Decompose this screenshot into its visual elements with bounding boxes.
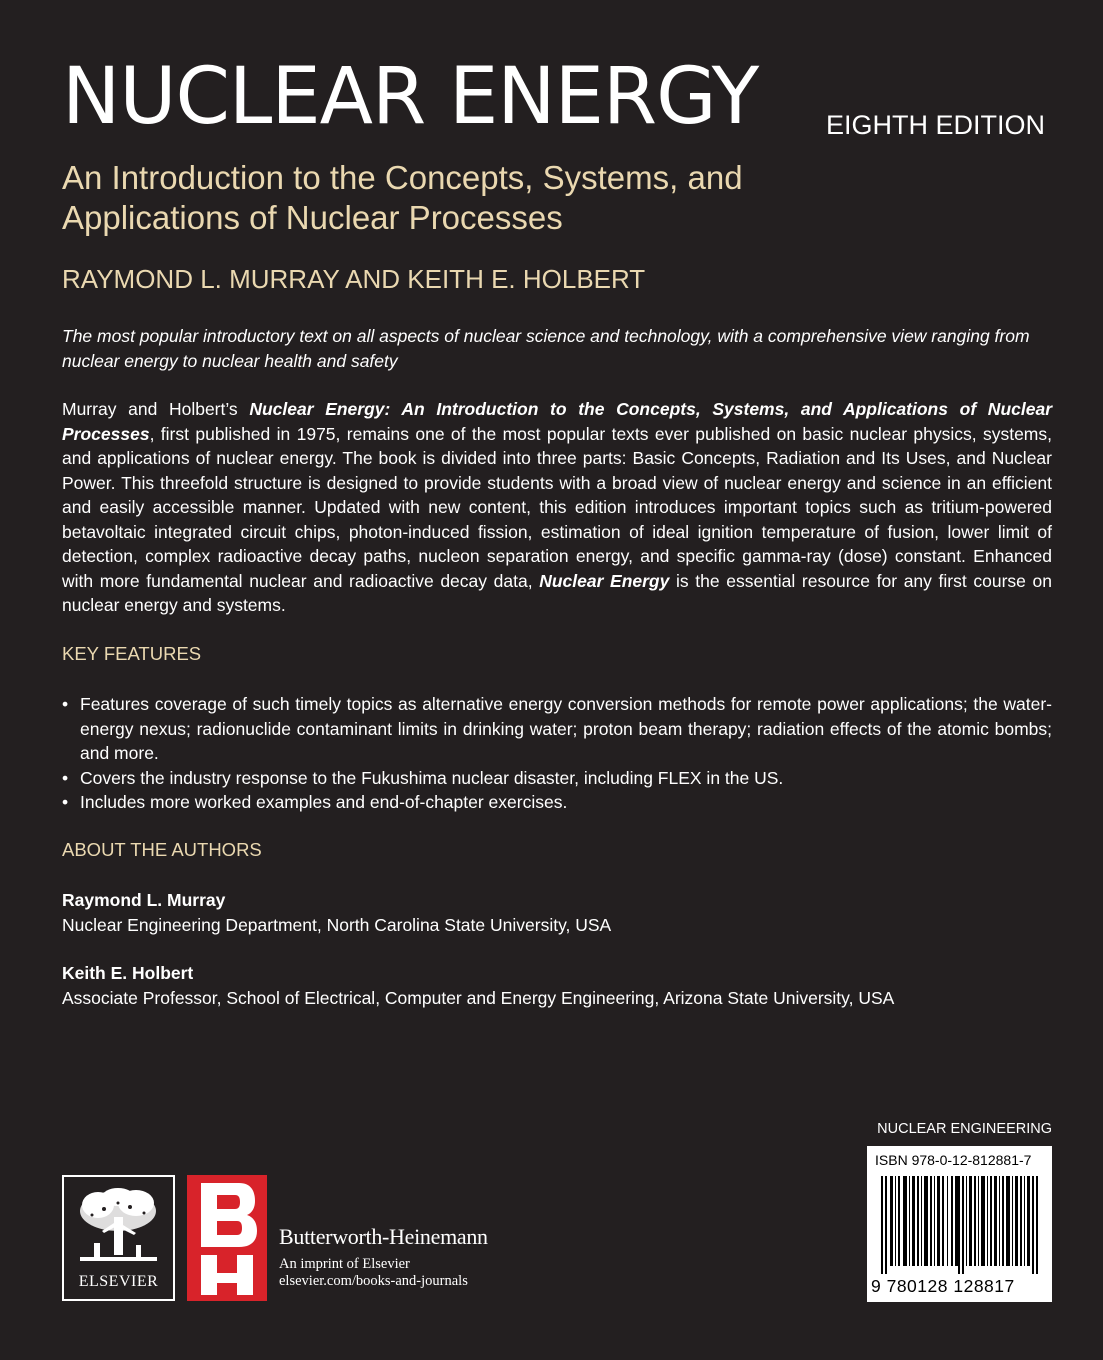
imprint-text: An imprint of Elsevier: [279, 1256, 410, 1272]
description: [62, 397, 1052, 618]
elsevier-wordmark: ELSEVIER: [78, 1273, 159, 1290]
isbn-text: ISBN 978-0-12-812881-7: [875, 1152, 1032, 1168]
author-name: Keith E. Holbert: [62, 963, 194, 983]
key-features-heading: KEY FEATURES: [62, 643, 202, 664]
bullet-icon: •: [62, 767, 69, 788]
feature-text: Features coverage of such timely topics as alternative energy conversion methods for remote power applications; the water-energy nexus; radionuclide contaminant limits in drinking water; proton beam therapy; radiation effects of the atomic bombs; and more.: [80, 694, 1052, 763]
author-name: Raymond L. Murray: [62, 890, 226, 910]
list-item: [62, 766, 1052, 791]
description-text: is the essential resource for any first course on nuclear energy and systems.: [62, 570, 1052, 615]
description-text: Murray and Holbert’s: [62, 399, 250, 419]
subject-category: NUCLEAR ENGINEERING: [877, 1121, 1052, 1137]
authors-line: RAYMOND L. MURRAY AND KEITH E. HOLBERT: [62, 264, 646, 294]
book-subtitle: An Introduction to the Concepts, Systems, and Applications of Nuclear Processes: [62, 159, 743, 236]
key-features-list: [62, 692, 1052, 815]
feature-text: Includes more worked examples and end-of-chapter exercises.: [80, 792, 568, 812]
about-authors-heading: ABOUT THE AUTHORS: [62, 839, 262, 860]
author-bio: [62, 961, 1052, 1010]
edition-label: EIGHTH EDITION: [826, 110, 1046, 140]
author-affiliation: Nuclear Engineering Department, North Carolina State University, USA: [62, 914, 612, 935]
publisher-url: elsevier.com/books-and-journals: [279, 1273, 468, 1289]
bullet-icon: •: [62, 694, 69, 714]
bh-logo: [187, 1175, 267, 1301]
author-affiliation: Associate Professor, School of Electrical, Computer and Energy Engineering, Arizona State University, USA: [62, 987, 895, 1008]
publisher-info: [279, 1224, 488, 1290]
elsevier-tree-icon: [74, 1187, 163, 1269]
description-text: , first published in 1975, remains one of the most popular texts ever published on basic nuclear physics, systems, and applications of nuclear energy. The book is divided into three parts: Basic Concepts, Radiation and Its Uses, and Nuclear Power. This threefold structure is designed to provide students with a broad view of nuclear energy and science in an efficient and easily accessible manner. Updated with new content, this edition introduces important topics such as tritium-powered betavoltaic integrated circuit chips, photon-induced fission, estimation of ideal ignition temperature of fusion, lower limit of detection, complex radioactive decay paths, nucleon separation energy, and specific gamma-ray (dose) constant. Enhanced with more fundamental nuclear and radioactive decay data,: [62, 423, 1052, 591]
list-item: [62, 692, 1052, 766]
barcode: [867, 1146, 1052, 1302]
author-bio: [62, 888, 1052, 937]
list-item: [62, 790, 1052, 815]
barcode-digits: 9 780128 128817: [871, 1276, 1015, 1296]
bh-logo-icon: [187, 1175, 267, 1301]
elsevier-logo: [62, 1175, 175, 1301]
description-book-title: Nuclear Energy: An Introduction to the Concepts, Systems, and Applications of Nuclear Processes: [62, 399, 1052, 444]
tagline: The most popular introductory text on all aspects of nuclear science and technology, with a comprehensive view ranging from nuclear energy to nuclear health and safety: [62, 326, 1030, 371]
publisher-name: Butterworth-Heinemann: [279, 1224, 488, 1249]
feature-text: Covers the industry response to the Fukushima nuclear disaster, including FLEX in the US.: [80, 767, 784, 788]
bullet-icon: •: [62, 792, 69, 812]
book-title: NUCLEAR ENERGY: [62, 52, 759, 142]
description-book-title: Nuclear Energy: [539, 570, 670, 591]
barcode-icon: [881, 1176, 1039, 1274]
